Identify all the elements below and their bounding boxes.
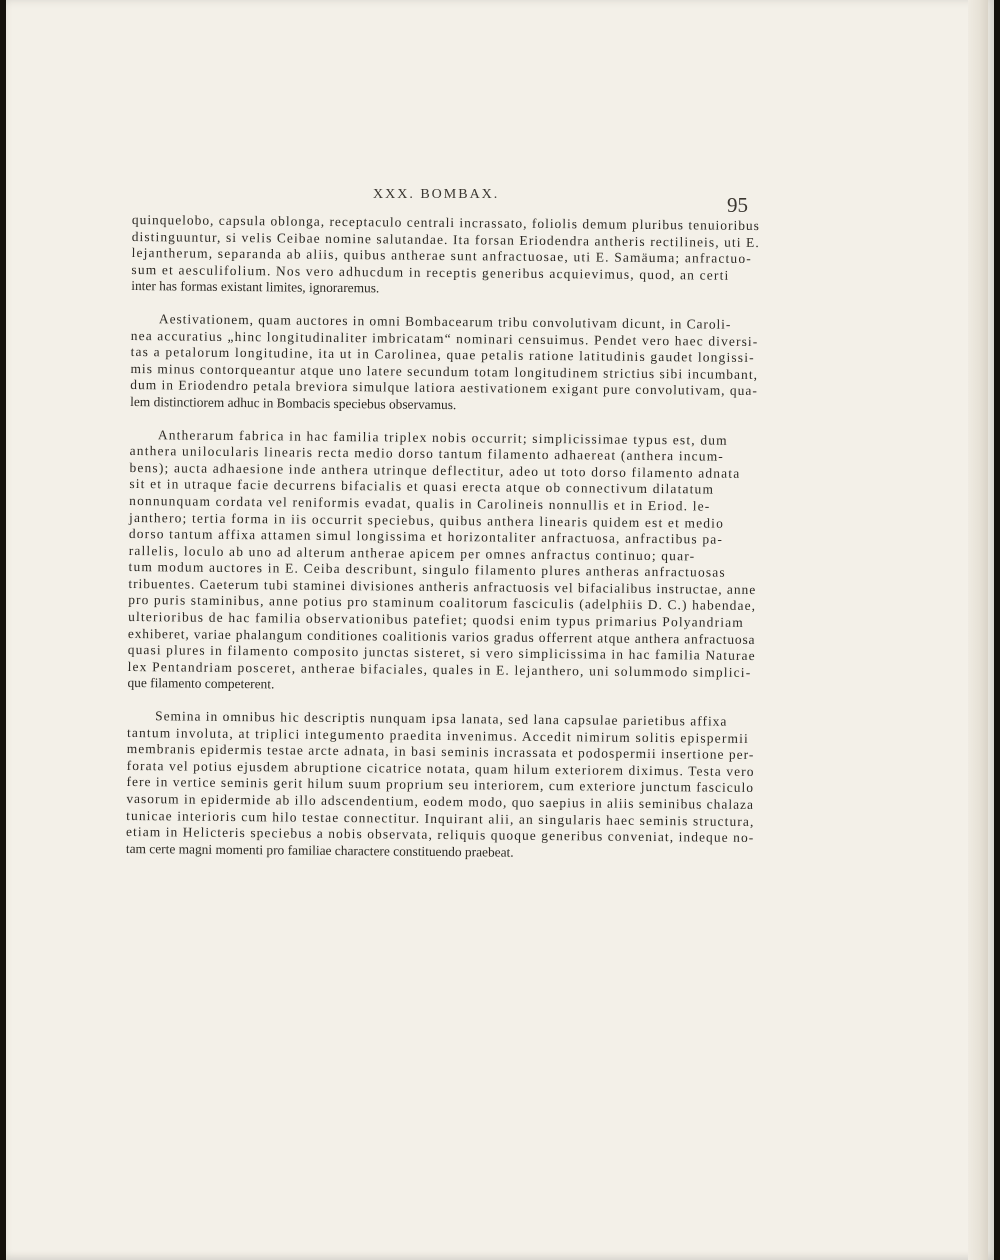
text-line: vasorum in epidermide ab illo adscendentium, eodem modo, quo saepius in aliis seminibus chalaza — [126, 790, 755, 812]
text-line: tam certe magni momenti pro familiae charactere constituendo praebeat. — [125, 840, 514, 860]
text-line: quinquelobo, capsula oblonga, receptaculo centrali incrassato, foliolis demum pluribus tenuioribus — [131, 212, 760, 234]
text-line: tum modum auctores in E. Ceiba describunt, singulo filamento plures antheras anfractuosas — [128, 559, 726, 580]
page-number: 95 — [727, 193, 748, 217]
paragraph-2 — [130, 311, 759, 417]
text-line: sit et in utraque facie decurrens bifacialis et quasi erecta atque ob connectivum dilatatum — [129, 476, 715, 497]
text-line: dum in Eriodendro petala breviora simulque latiora aestivationem exigant pure convolutivam, qua- — [130, 377, 758, 399]
text-line: anthera unilocularis linearis recta medio dorso tantum filamento adhaereat (anthera incum- — [129, 443, 725, 464]
text-line: mis minus contorqueantur atque uno latere secundum totam longitudinem strictius sibi incumbant, — [130, 360, 759, 382]
text-line: distinguuntur, si velis Ceibae nomine salutandae. Ita forsan Eriodendra antheris rectilineis, uti E. — [131, 228, 760, 250]
paragraph-4 — [126, 708, 755, 863]
text-line: inter has formas existant limites, ignoraremus. — [131, 278, 380, 296]
text-line: rallelis, loculo ab uno ad alterum antherae apicem per omnes anfractus continuo; quar- — [128, 542, 696, 564]
text-line: membranis epidermis testae arcte adnata, in basi seminis incrassata et podospermii insertione per- — [126, 741, 755, 763]
text-line: ulterioribus de hac familia observationibus patefiet; quodsi enim typus primarius Polyandriam — [128, 609, 745, 630]
text-line: bens); aucta adhaesione inde anthera utrinque deflectitur, adeo ut toto dorso filamento adnata — [129, 459, 741, 481]
text-line: que filamento competerent. — [127, 675, 275, 692]
text-line: Antherarum fabrica in hac familia triplex nobis occurrit; simplicissimae typus est, dum — [157, 426, 728, 448]
running-head: XXX. BOMBAX. — [373, 187, 500, 202]
text-line: lejantherum, separanda ab aliis, quibus antherae sunt anfractuosae, uti E. Samäuma; anfractuo- — [131, 245, 752, 267]
text-line: exhiberet, variae phalangum conditiones coalitionis varios gradus offerrent atque anthera anfractuosa — [127, 625, 756, 647]
text-line: janthero; tertia forma in iis occurrit speciebus, quibus anthera linearis quidem est et medio — [129, 509, 725, 531]
text-line: forata vel potius ejusdem abruptione cicatrice notata, quam hilum exteriorem diximus. Testa vero — [126, 757, 755, 779]
paragraph-1 — [131, 212, 760, 301]
body-text — [126, 212, 760, 879]
text-line: nonnunquam cordata vel reniformis evadat, qualis in Carolineis nonnullis et in Eriod. le- — [129, 492, 711, 514]
text-line: etiam in Helicteris speciebus a nobis observata, reliquis quoque generibus conveniat, indeque no- — [125, 824, 755, 846]
text-line: lex Pentandriam posceret, antherae bifaciales, quales in E. lejanthero, uni solummodo simplici- — [127, 658, 752, 680]
page-header — [0, 187, 1000, 217]
text-line: fere in vertice seminis gerit hilum suum proprium seu interiorem, cum exteriore junctum fasciculo — [126, 774, 755, 796]
paragraph-3 — [127, 427, 758, 699]
text-line: Semina in omnibus hic descriptis nunquam ipsa lanata, sed lana capsulae parietibus affixa — [155, 708, 728, 729]
text-line: pro puris staminibus, anne potius pro staminum coalitorum fasciculis (adelphiis D. C.) habendae, — [128, 592, 757, 614]
text-line: Aestivationem, quam auctores in omni Bombacearum tribu convolutivam dicunt, in Caroli- — [158, 311, 732, 332]
text-line: lem distinctiorem adhuc in Bombacis speciebus observamus. — [130, 393, 457, 413]
text-line: tunicae interioris cum hilo testae connectitur. Inquirant alii, an singularis haec seminis structura, — [126, 807, 755, 829]
text-line: quasi plures in filamento composito junctas sisteret, si vero simplicissima in hac familia Naturae — [127, 642, 756, 664]
text-line: tribuentes. Caeterum tubi staminei divisiones antheris anfractuosis vel bifacialibus instructae, anne — [128, 575, 757, 597]
text-line: dorso tantum affixa attamen simul longissima et horizontaliter anfractuosa, anfractibus pa- — [128, 526, 724, 547]
text-line: nea accuratius „hinc longitudinaliter imbricatam“ nominari censuimus. Pendet vero haec diversi- — [130, 327, 759, 349]
text-line: tas a petalorum longitudine, ita ut in Carolinea, quae petalis ratione latitudinis gaudet longissi- — [130, 344, 755, 366]
text-line: sum et aesculifolium. Nos vero adhucdum in receptis generibus acquievimus, quod, an certi — [131, 261, 730, 283]
text-line: tantum involuta, at triplici integumento praedita invenimus. Accedit nimirum solitis epispermii — [126, 724, 750, 746]
